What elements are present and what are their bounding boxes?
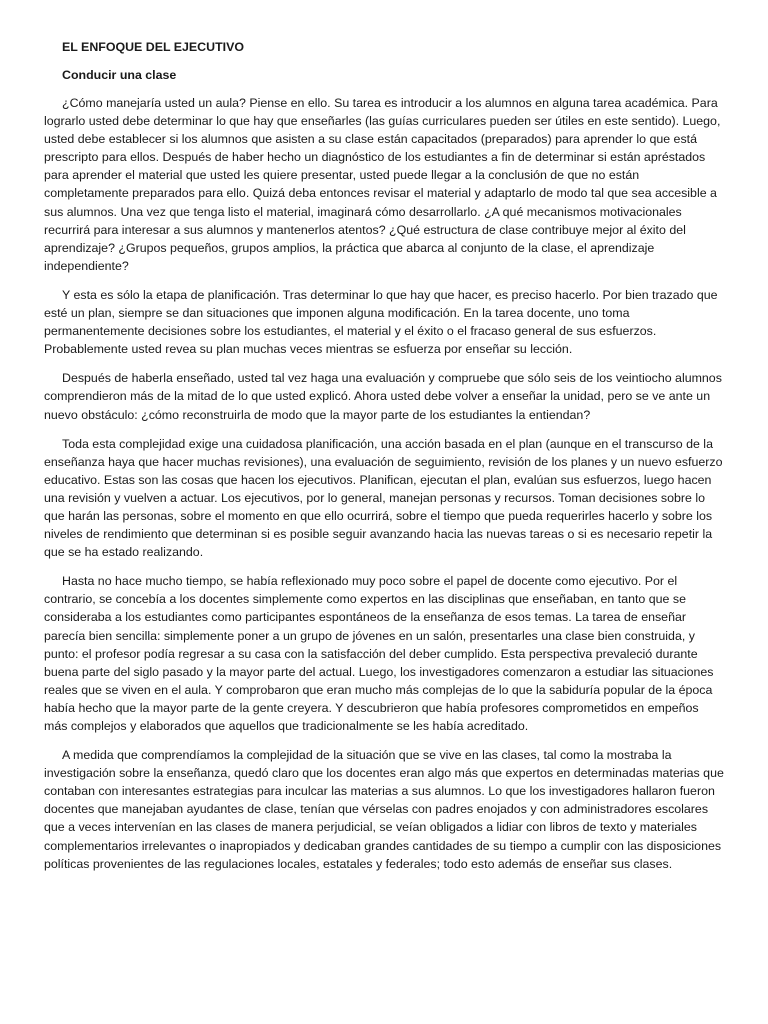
paragraph-4: Toda esta complejidad exige una cuidadosa planificación, una acción basada en el plan (aunque en el transcurso de la enseñanza haya que hacer muchas revisiones), una evaluación de seguimiento, revisión de los planes y un nuevo esfuerzo educativo. Estas son las cosas que hacen los ejecutivos. Planifican, ejecutan el plan, evalúan sus esfuerzos, luego hacen una revisión y vuelven a actuar. Los ejecutivos, por lo general, manejan personas y recursos. Toman decisiones sobre lo que harán las personas, sobre el momento en que ello ocurrirá, sobre el tiempo que pueda requerirles hacerlo y sobre los niveles de rendimiento que determinan si es posible seguir avanzando hacia las nuevas tareas o si es necesario repetir la que se ha estado realizando. xyxy=(44,436,723,560)
paragraph-1: ¿Cómo manejaría usted un aula? Piense en ello. Su tarea es introducir a los alumnos en alguna tarea académica. Para lograrlo usted debe determinar lo que hay que enseñarles (las guías curriculares pueden ser útiles en este sentido). Luego, usted debe establecer si los alumnos que asisten a su clase están capacitados (preparados) para aprender lo que está prescripto para ellos. Después de haber hecho un diagnóstico de los estudiantes a fin de determinar si están apréstados para aprender el material que usted les quiere presentar, usted puede llegar a la conclusión de que no están completamente preparados para ello. Quizá deba entonces revisar el material y adaptarlo de modo tal que sea accesible a sus alumnos. Una vez que tenga listo el material, imaginará cómo desarrollarlo. ¿A qué mecanismos motivacionales recurrirá para interesar a sus alumnos y mantenerlos atentos? ¿Qué estructura de clase contribuye mejor al éxito del aprendizaje? ¿Grupos pequeños, grupos amplios, la práctica que abarca al conjunto de la clase, el aprendizaje independiente? xyxy=(44,96,721,273)
paragraph-5: Hasta no hace mucho tiempo, se había reflexionado muy poco sobre el papel de docente como ejecutivo. Por el contrario, se concebía a los docentes simplemente como expertos en las disciplinas que enseñaban, en tanto que se consideraba a los estudiantes como participantes espontáneos de la enseñanza de esos temas. La tarea de enseñar parecía bien sencilla: simplemente poner a un grupo de jóvenes en un salón, presentarles una clase bien construida, y punto: el profesor podía regresar a su casa con la satisfacción del deber cumplido. Esta perspectiva prevaleció durante buena parte del siglo pasado y la mayor parte del actual. Luego, los investigadores comenzaron a estudiar las situaciones reales que se viven en el aula. Y comprobaron que eran mucho más complejas de lo que la sabiduría popular de la época había hecho que la mayor parte de la gente creyera. Y descubrieron que había profesores comprometidos en empeños más complejos y elaborados que aquellos que tradicionalmente se les había acreditado. xyxy=(44,574,714,733)
paragraph-2: Y esta es sólo la etapa de planificación. Tras determinar lo que hay que hacer, es preciso hacerlo. Por bien trazado que esté un plan, siempre se dan situaciones que imponen alguna modificación. En la tarea docente, uno toma permanentemente decisiones sobre los estudiantes, el material y el éxito o el fracaso general de sus esfuerzos. Probablemente usted revea su plan muchas veces mientras se esfuerza por enseñar su lección. xyxy=(44,287,718,357)
paragraph-3: Después de haberla enseñado, usted tal vez haga una evaluación y compruebe que sólo seis de los veintiocho alumnos comprendieron más de la mitad de lo que usted explicó. Ahora usted debe volver a enseñar la unidad, pero se ve ante un nuevo obstáculo: ¿cómo reconstruirla de modo que la mayor parte de los estudiantes la entiendan? xyxy=(44,371,722,422)
section-subtitle: Conducir una clase xyxy=(62,68,177,82)
paragraph-6: A medida que comprendíamos la complejidad de la situación que se vive en las clases, tal como la mostraba la investigación sobre la enseñanza, quedó claro que los docentes eran algo más que expertos en determinadas materias que contaban con interesantes estrategias para inculcar las materias a sus alumnos. Lo que los investigadores hallaron fueron docentes que manejaban ayudantes de clase, tenían que vérselas con padres enojados y con administradores escolares que a veces intervenían en las clases de manera perjudicial, se veían obligados a lidiar con libros de texto y materiales complementarios irrelevantes o inapropiados y dedicaban grandes cantidades de su tiempo a cumplir con las disposiciones políticas provenientes de las regulaciones locales, estatales y federales; todo esto además de enseñar sus clases. xyxy=(44,748,724,871)
document-title: EL ENFOQUE DEL EJECUTIVO xyxy=(62,40,244,54)
document-page xyxy=(44,38,724,873)
